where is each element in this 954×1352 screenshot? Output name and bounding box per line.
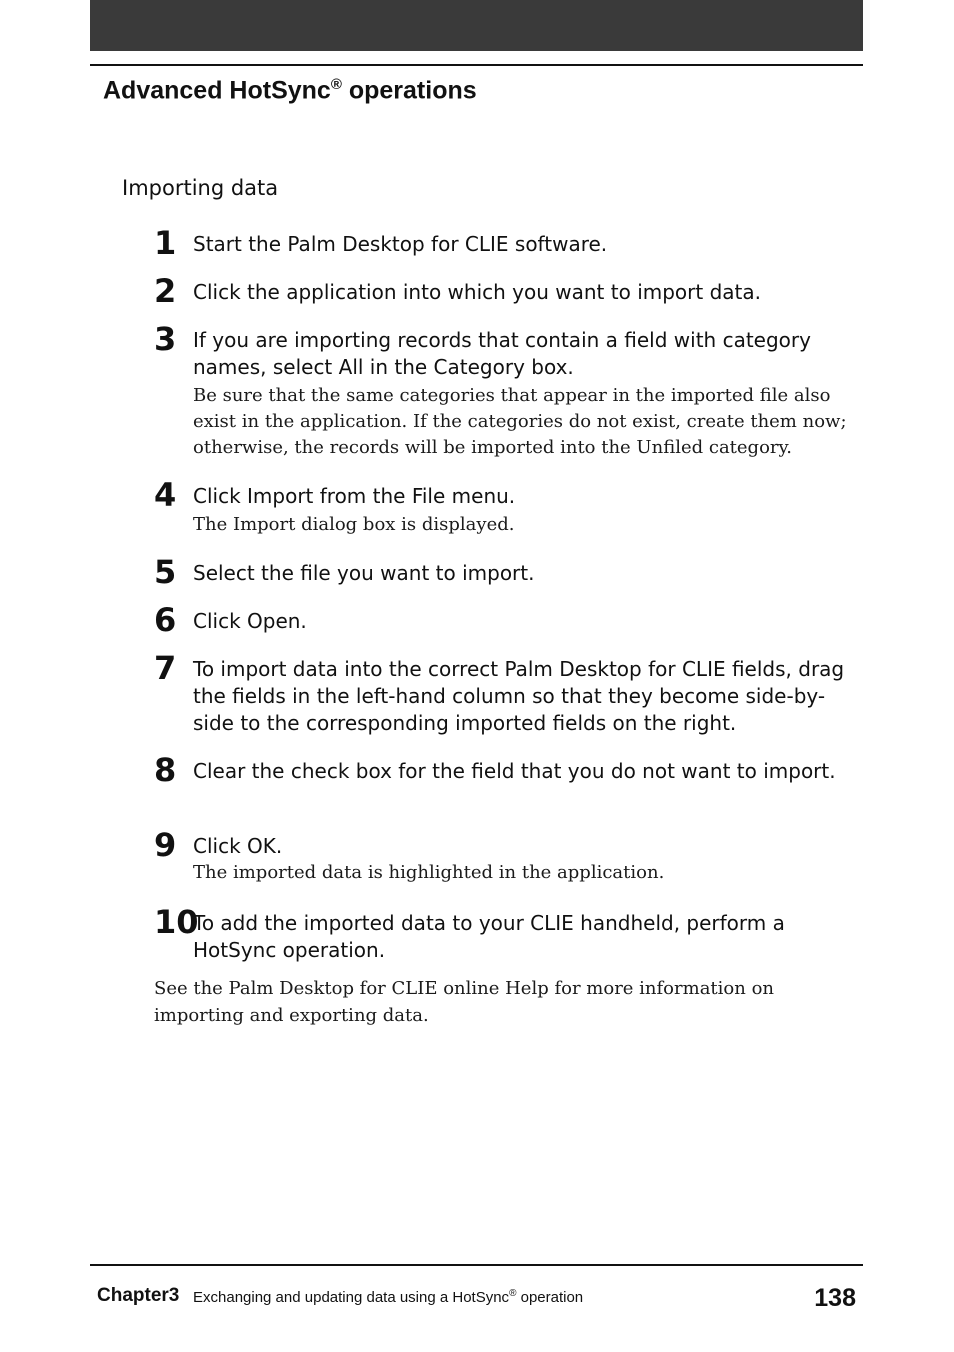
step-text: Click Import from the File menu. [193,484,516,508]
step-number: 1 [154,224,177,262]
step-text: If you are importing records that contain a field with category names, select All in the Category box. [193,328,811,379]
step-text: Click Open. [193,609,307,633]
step-note: The imported data is highlighted in the application. [193,862,665,883]
step-note: The Import dialog box is displayed. [193,514,515,535]
step-number: 5 [154,553,177,591]
step-number: 2 [154,272,177,310]
section-heading: Importing data [122,176,279,200]
step-text: Select the file you want to import. [193,561,535,585]
step-text: Click the application into which you want to import data. [193,280,761,304]
step-text: To add the imported data to your CLIE handheld, perform a HotSync operation. [193,911,785,962]
header-rule [90,64,863,66]
step-text: Click OK. [193,834,283,858]
page-number: 138 [814,1284,856,1312]
step-number: 3 [154,320,177,358]
step-number: 10 [154,903,199,941]
closing-paragraph: See the Palm Desktop for CLIE online Help for more information on importing and exporting data. [154,978,774,1026]
footer-description: Exchanging and updating data using a HotSync® operation [193,1288,584,1306]
step-number: 9 [154,826,177,864]
step-number: 8 [154,751,177,789]
step-number: 7 [154,649,177,687]
step-number: 6 [154,601,177,639]
header-bar [90,0,863,51]
footer-chapter: Chapter3 [97,1285,180,1306]
footer-rule [90,1264,863,1266]
step-number: 4 [154,476,177,514]
step-text: To import data into the correct Palm Desktop for CLIE fields, drag the fields in the left-hand column so that they become side-by-side to the corresponding imported fields on the right. [193,657,845,735]
page-title: Advanced HotSync® operations [103,76,477,105]
step-text: Clear the check box for the field that you do not want to import. [193,759,836,783]
step-note: Be sure that the same categories that appear in the imported file also exist in the application. If the categories do not exist, create them now; otherwise, the records will be imported into the Unfiled category. [193,385,847,458]
step-text: Start the Palm Desktop for CLIE software. [193,232,608,256]
